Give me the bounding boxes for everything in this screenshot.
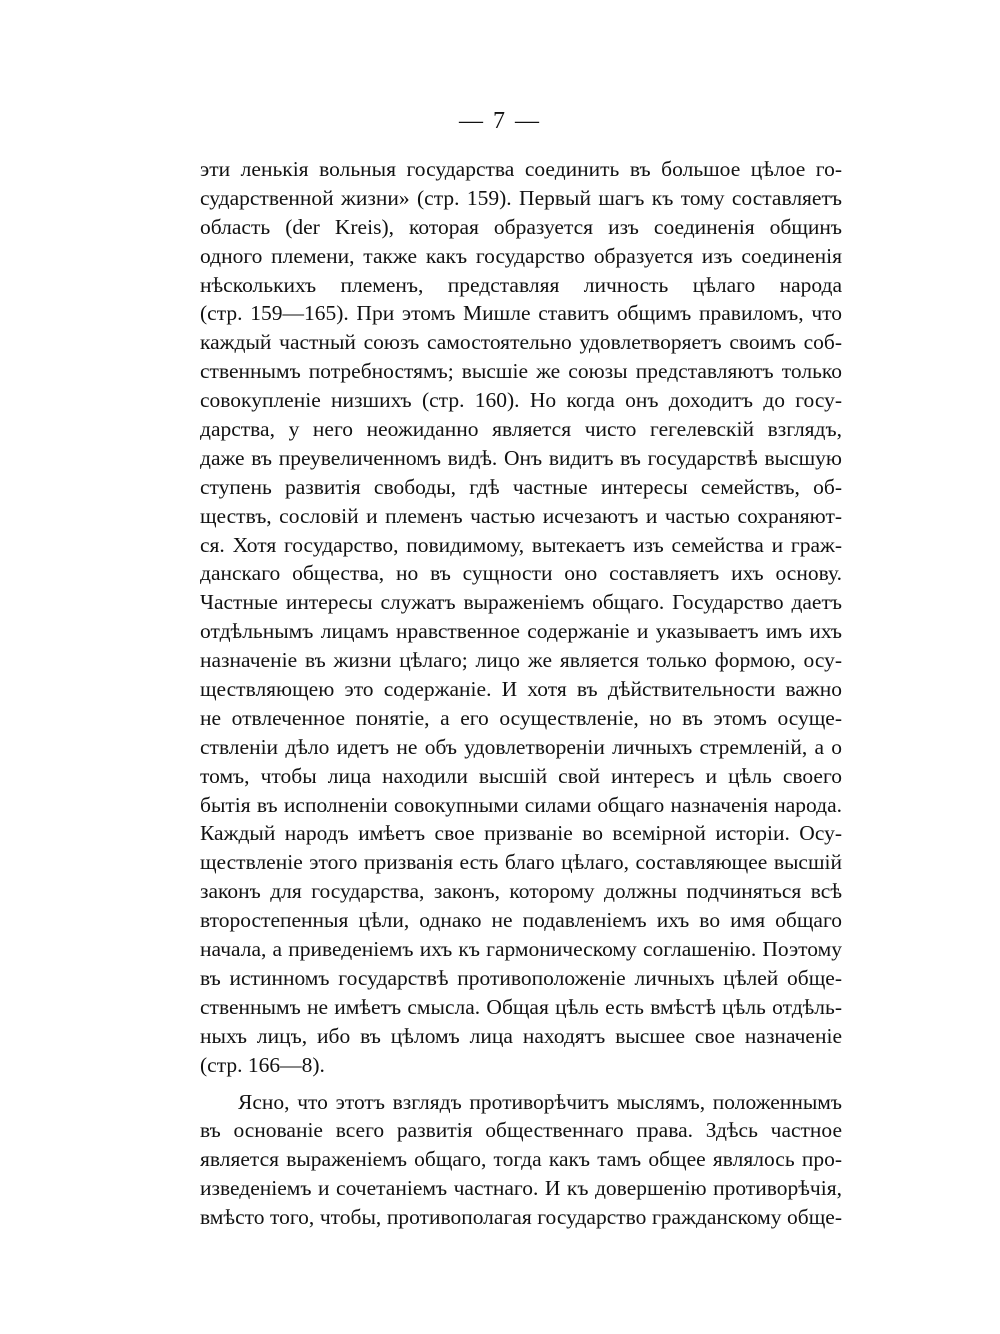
text-line: дарства, у него неожиданно является чисто гегелевскій взглядъ, xyxy=(200,417,842,442)
text-line: Ясно, что этотъ взглядъ противорѣчитъ мыслямъ, положеннымъ xyxy=(238,1089,842,1114)
paragraph-1 xyxy=(200,155,842,1080)
text-line: томъ, чтобы лица находили высшій свой интересъ и цѣль своего xyxy=(200,763,842,788)
text-line: бытія въ исполненіи совокупными силами общаго назначенія народа. xyxy=(200,792,842,817)
text-line: вмѣсто того, чтобы, противополагая государство гражданскому обще- xyxy=(200,1205,842,1230)
text-line: даже въ преувеличенномъ видѣ. Онъ видитъ въ государствѣ высшую xyxy=(200,445,842,470)
text-line: эти ленькія вольныя государства соединить въ большое цѣлое го- xyxy=(200,157,842,181)
text-line: ствленіи дѣло идетъ не объ удовлетвореніи личныхъ стремленій, а о xyxy=(200,734,842,759)
text-line: сударственной жизни» (стр. 159). Первый шагъ къ тому составляетъ xyxy=(200,185,842,210)
text-line: область (der Kreis), которая образуется изъ соединенія общинъ xyxy=(200,214,842,239)
text-line: является выраженіемъ общаго, тогда какъ тамъ общее являлось про- xyxy=(200,1147,842,1172)
text-line: совокупленіе низшихъ (стр. 160). Но когда онъ доходитъ до госу- xyxy=(200,388,842,413)
page-number: — 7 — xyxy=(459,108,541,134)
text-line: (стр. 166—8). xyxy=(200,1052,325,1077)
paragraph-2 xyxy=(200,1088,842,1232)
text-line: ныхъ лицъ, ибо въ цѣломъ лица находятъ высшее свое назначеніе xyxy=(200,1023,842,1048)
text-line: второстепенныя цѣли, однако не подавленіемъ ихъ во имя общаго xyxy=(200,908,842,933)
text-line: каждый частный союзъ самостоятельно удовлетворяетъ своимъ соб- xyxy=(200,330,842,355)
text-line: ществляющею это содержаніе. И хотя въ дѣйствительности важно xyxy=(200,677,842,702)
text-body xyxy=(200,155,842,1232)
text-line: въ основаніе всего развитія общественнаго права. Здѣсь частное xyxy=(200,1118,842,1143)
text-line: начала, а приведеніемъ ихъ къ гармоническому соглашенію. Поэтому xyxy=(200,937,842,962)
text-line: нѣсколькихъ племенъ, представляя личность цѣлаго народа xyxy=(200,272,842,297)
text-line: въ истинномъ государствѣ противоположеніе личныхъ цѣлей обще- xyxy=(200,965,842,990)
text-line: ственнымъ не имѣетъ смысла. Общая цѣль есть вмѣстѣ цѣль отдѣль- xyxy=(200,994,842,1019)
text-line: Каждый народъ имѣетъ свое призваніе во всемірной исторіи. Осу- xyxy=(200,821,842,846)
text-line: изведеніемъ и сочетаніемъ частнаго. И къ довершенію противорѣчія, xyxy=(200,1176,842,1201)
text-line: не отвлеченное понятіе, а его осуществленіе, но въ этомъ осуще- xyxy=(200,705,842,730)
text-line: ся. Хотя государство, повидимому, вытекаетъ изъ семейства и граж- xyxy=(200,532,842,557)
text-line: ступень развитія свободы, гдѣ частные интересы семействъ, об- xyxy=(200,474,842,499)
text-line: назначеніе въ жизни цѣлаго; лицо же является только формою, осу- xyxy=(200,648,842,673)
text-line: отдѣльнымъ лицамъ нравственное содержаніе и указываетъ имъ ихъ xyxy=(200,619,842,644)
text-line: ственнымъ потребностямъ; высшіе же союзы представляютъ только xyxy=(200,359,842,384)
text-line: законъ для государства, законъ, которому должны подчиняться всѣ xyxy=(200,879,842,904)
text-line: ществленіе этого призванія есть благо цѣлаго, составляющее высшій xyxy=(200,850,842,875)
text-line: Частные интересы служатъ выраженіемъ общаго. Государство даетъ xyxy=(200,590,842,615)
text-line: ществъ, сословій и племенъ частью исчезаютъ и частью сохраняют- xyxy=(200,503,842,528)
text-line: (стр. 159—165). При этомъ Мишле ставитъ общимъ правиломъ, что xyxy=(200,301,842,326)
text-line: одного племени, также какъ государство образуется изъ соединенія xyxy=(200,243,842,268)
text-line: данскаго общества, но въ сущности оно составляетъ ихъ основу. xyxy=(200,561,842,586)
